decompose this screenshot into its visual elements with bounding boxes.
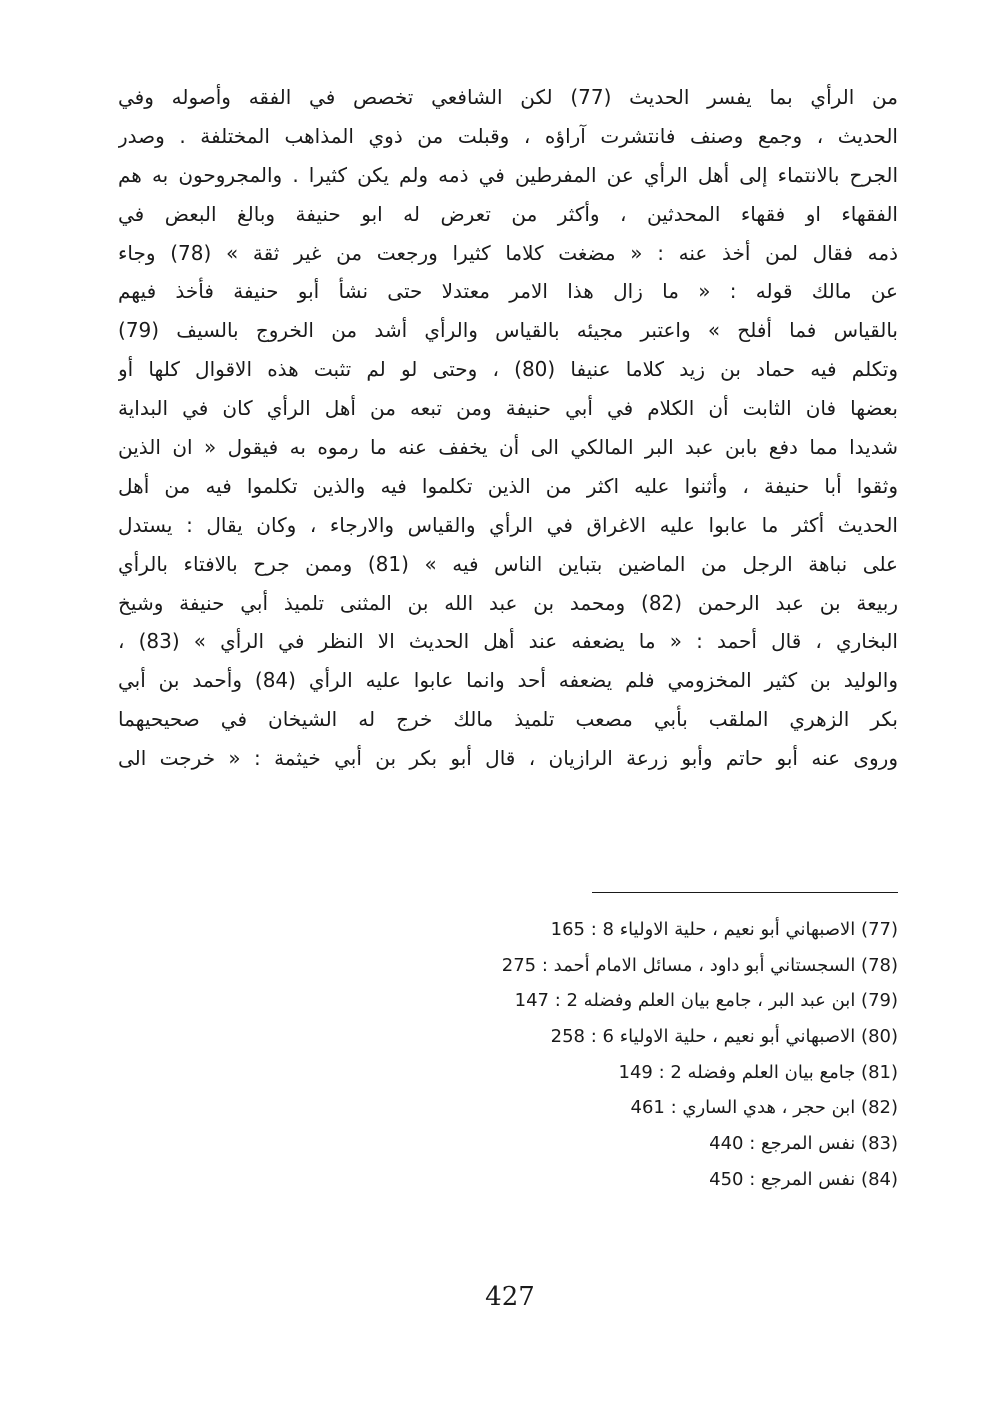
text-line: شديدا مما دفع بابن عبد البر المالكي الى أن يخفف عنه ما رموه به فيقول « ان الذين <box>118 435 898 460</box>
footnote: (82) ابن حجر ، هدي الساري : 461 <box>630 1097 898 1119</box>
text-line: البخاري ، قال أحمد : « ما يضعفه عند أهل الحديث الا النظر في الرأي » (83) ، <box>118 629 898 654</box>
footnote: (81) جامع بيان العلم وفضله 2 : 149 <box>618 1061 898 1083</box>
text-line: على نباهة الرجل من الماضين بتباين الناس فيه » (81) وممن جرح بالافتاء بالرأي <box>118 551 898 576</box>
text-line: الجرح بالانتماء إلى أهل الرأي عن المفرطين في ذمه ولم يكن كثيرا . والمجروحون به هم <box>118 162 898 187</box>
text-line: الحديث أكثر ما عابوا عليه الاغراق في الرأي والقياس والارجاء ، وكان يقال : يستدل <box>118 512 898 537</box>
text-line: وتكلم فيه حماد بن زيد كلاما عنيفا (80) ، وحتى لو لم تثبت هذه الاقوال كلها أو <box>118 357 898 382</box>
text-line: والوليد بن كثير المخزومي فلم يضعفه أحد وانما عابوا عليه الرأي (84) وأحمد بن أبي <box>118 668 898 693</box>
text-line: بكر الزهري الملقب بأبي مصعب تلميذ مالك خرج له الشيخان في صحيحيهما <box>118 707 898 732</box>
footnote: (79) ابن عبد البر ، جامع بيان العلم وفضله 2 : 147 <box>514 990 898 1012</box>
footnote: (83) نفس المرجع : 440 <box>709 1133 898 1155</box>
main-text-block <box>118 78 898 778</box>
footnotes-block <box>338 912 898 1198</box>
text-line: ذمه فقال لمن أخذ عنه : « مضغت كلاما كثيرا ورجعت من غير ثقة » (78) وجاء <box>118 240 898 265</box>
text-line: عن مالك قوله : « ما زال هذا الامر معتدلا حتى نشأ أبو حنيفة فأخذ فيهم <box>118 279 898 304</box>
footnote: (80) الاصبهاني أبو نعيم ، حلية الاولياء 6 : 258 <box>550 1026 898 1048</box>
text-line: الحديث ، وجمع وصنف فانتشرت آراؤه ، وقبلت من ذوي المذاهب المختلفة . وصدر <box>118 123 898 148</box>
page-number: 427 <box>485 1282 535 1312</box>
footnote: (84) نفس المرجع : 450 <box>709 1168 898 1190</box>
text-line: وروى عنه أبو حاتم وأبو زرعة الرازيان ، قال أبو بكر بن أبي خيثمة : « خرجت الى <box>118 746 898 771</box>
text-line: بالقياس فما أفلح » واعتبر مجيئه بالقياس والرأي أشد من الخروج بالسيف (79) <box>118 318 898 343</box>
footnote-separator <box>592 892 898 893</box>
footnote: (77) الاصبهاني أبو نعيم ، حلية الاولياء 8 : 165 <box>550 919 898 940</box>
footnote: (78) السجستاني أبو داود ، مسائل الامام أحمد : 275 <box>501 954 898 976</box>
text-line: وثقوا أبا حنيفة ، وأثنوا عليه اكثر من الذين تكلموا فيه والذين تكلموا فيه من أهل <box>118 473 898 498</box>
text-line: الفقهاء او فقهاء المحدثين ، وأكثر من تعرض له ابو حنيفة وبالغ البعض في <box>118 201 898 226</box>
text-line: ربيعة بن عبد الرحمن (82) ومحمد بن عبد الله بن المثنى تلميذ أبي حنيفة وشيخ <box>118 590 898 615</box>
text-line: بعضها فان الثابت أن الكلام في أبي حنيفة ومن تبعه من أهل الرأي كان في البداية <box>118 396 898 421</box>
text-line: من الرأي بما يفسر الحديث (77) لكن الشافعي تخصص في الفقه وأصوله وفي <box>118 85 898 109</box>
